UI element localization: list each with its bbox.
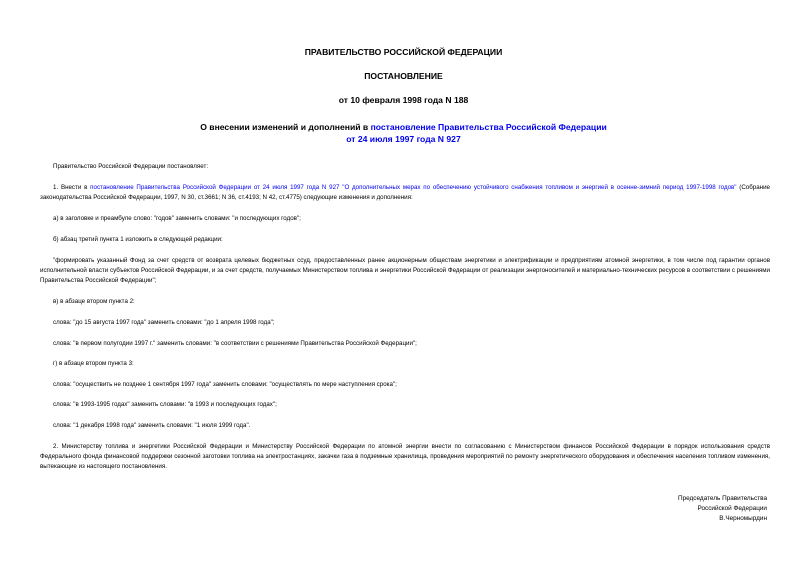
paragraph-2: 2. Министерству топлива и энергетики Российской Федерации и Министерству Российской Федерации по атомной энергии внести по согласованию с Министерством финансов Российской Федерации в порядок использования средств Федерального фонда финансовой поддержки сезонной заготовки топлива на электростанциях, закачки газа в подземные хранилища, проведения мероприятий по ремонту энергетического оборудования и обеспечения населения топливом изменения, вытекающие из настоящего постановления.: [40, 443, 770, 470]
item-b: б) абзац третий пункта 1 изложить в следующей редакции:: [53, 236, 223, 243]
document-title: [200, 122, 607, 145]
intro-paragraph: Правительство Российской Федерации постановляет:: [53, 163, 209, 170]
item-g: г) в абзаце втором пункта 3:: [53, 360, 134, 367]
title-prefix: О внесении изменений и дополнений в: [200, 122, 371, 132]
item-a: а) в заголовке и преамбуле слово: "годов" заменить словами: "и последующих годов";: [53, 215, 301, 222]
item-v: в) в абзаце втором пункта 2:: [53, 298, 135, 305]
quoted-text: "формировать указанный Фонд за счет средств от возврата целевых бюджетных ссуд, предоставленных ранее акционерным обществам энергетики и электрификации и предприятиям атомной энергетики, в том числе под гарантии органов исполнительной власти субъектов Российской Федерации, и за счет средств, получаемых Министерством топлива и энергетики Российской Федерации от реализации энергоносителей и материально-технических ресурсов в соответствии с решениями Правительства Российской Федерации";: [40, 257, 770, 284]
signature-name: В.Черномырдин: [719, 515, 767, 522]
paragraph-1-prefix: 1. Внести в: [53, 184, 91, 191]
paragraph-1-suffix: (Собрание законодательства Российской Федерации, 1997, N 30, ст.3661; N 36, ст.4193; N 42, ст.4775) следующие изменения и дополнения:: [40, 184, 770, 201]
signature-title: Председатель Правительства: [678, 495, 767, 502]
item-g-2: слова: "в 1993-1995 годах" заменить словами: "в 1993 и последующих годах";: [53, 401, 277, 408]
item-v-2: слова: "в первом полугодии 1997 г." заменить словами: "в соответствии с решениями Правительства Российской Федерации";: [53, 340, 417, 347]
paragraph-1: [40, 183, 770, 203]
government-heading: ПРАВИТЕЛЬСТВО РОССИЙСКОЙ ФЕДЕРАЦИИ: [304, 47, 503, 57]
signature-org: Российской Федерации: [697, 505, 767, 512]
item-g-1: слова: "осуществить не позднее 1 сентября 1997 года" заменить словами: "осуществлять по мере наступления срока";: [53, 381, 397, 388]
title-link[interactable]: постановление Правительства Российской Федерации от 24 июля 1997 года N 927: [346, 122, 607, 144]
document-date: от 10 февраля 1998 года N 188: [338, 95, 469, 105]
resolution-927-link[interactable]: постановление Правительства Российской Федерации от 24 июля 1997 года N 927 "О дополнительных мерах по обеспечению устойчивого снабжения топливом и энергией в осенне-зимний период 1997-1998 годов": [90, 184, 737, 191]
item-g-3: слова: "1 декабря 1998 года" заменить словами: "1 июля 1999 года".: [53, 422, 251, 429]
document-type: ПОСТАНОВЛЕНИЕ: [364, 71, 443, 81]
item-v-1: слова: "до 15 августа 1997 года" заменить словами: "до 1 апреля 1998 года";: [53, 319, 275, 326]
